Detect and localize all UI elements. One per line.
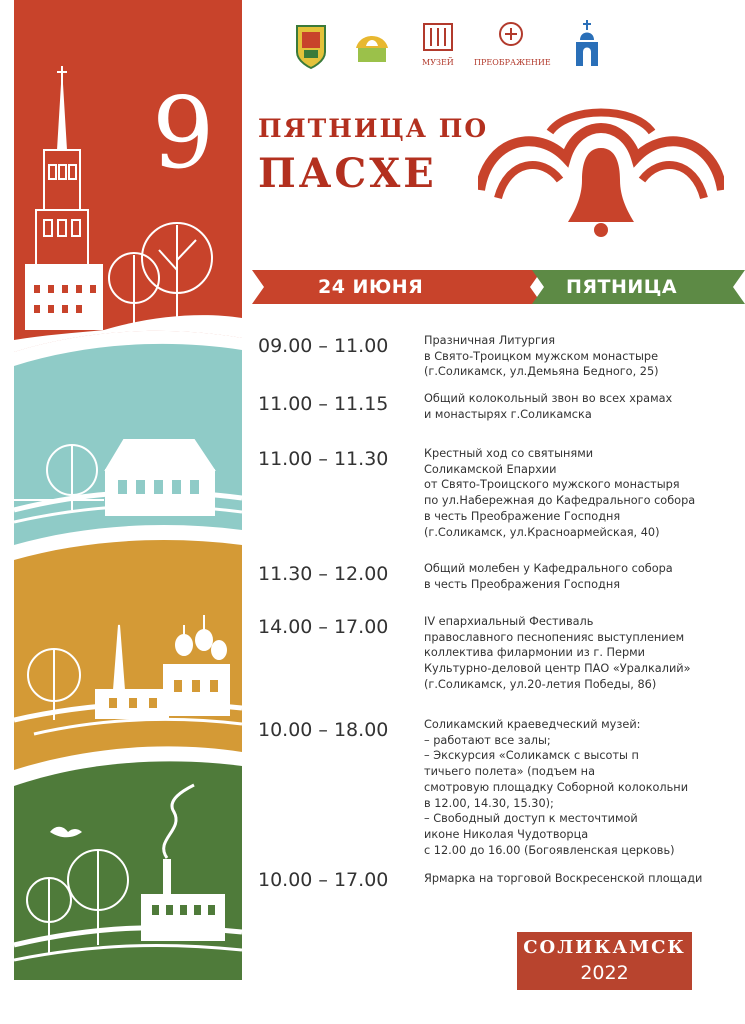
house-icon [106,440,214,515]
schedule-description-line: IV епархиальный Фестиваль [424,615,594,628]
schedule-time: 11.00 – 11.15 [258,393,389,415]
schedule-description-line: в честь Преображения Господня [424,577,621,591]
schedule-description-line: и монастырях г.Соликамска [424,407,592,421]
schedule-description-line: в Свято-Троицком мужском монастыре [424,349,659,363]
preobrazhenie-logo-icon [474,18,551,72]
schedule-description-line: Соликамской Епархии [424,462,557,476]
bell-with-arches-icon [478,98,724,244]
schedule-description-line: смотровую площадку Соборной колокольни [424,780,689,794]
schedule-description-line: по ул.Набережная до Кафедрального собора [424,494,696,508]
schedule-time: 09.00 – 11.00 [258,335,389,357]
schedule-description-line: с 12.00 до 16.00 (Богоявленская церковь) [424,843,675,857]
page-title-line2: ПАСХЕ [258,150,437,197]
schedule-description [424,561,673,592]
schedule-description-line: (г.Соликамск, ул.Демьяна Бедного, 25) [424,365,659,379]
schedule-description [424,391,672,422]
schedule-description-line: Общий молебен у Кафедрального собора [424,562,673,575]
ochre-panel [14,540,242,770]
schedule-description [424,717,688,858]
schedule-description [424,333,659,380]
schedule-description-line: в 12.00, 14.30, 15.30); [424,796,554,810]
schedule-description [424,446,695,540]
schedule-time: 11.00 – 11.30 [258,448,389,470]
banner-date: 24 ИЮНЯ [318,276,424,298]
museum-logo-icon [418,18,458,72]
schedule-description-line: православного песнопенияс выступлением [424,630,685,644]
schedule-description-line: – Экскурсия «Соликамск с высоты п [424,749,639,763]
schedule-description-line: – Свободный доступ к месточтимой [424,812,638,826]
church-emblem-icon [572,18,602,72]
schedule-description [424,871,702,887]
footer-year: 2022 [580,962,629,984]
schedule-description-line: (г.Соликамск, ул.Краснoармейская, 40) [424,525,660,539]
footer-badge [517,932,692,990]
city-coat-of-arms-icon [294,18,328,72]
schedule-description-line: (г.Соликамск, ул.20-летия Победы, 86) [424,677,657,691]
schedule-description-line: от Свято-Троицского мужского монастыря [424,478,680,492]
schedule-description-line: Культурно-деловой центр ПАО «Уралкалий» [424,662,691,676]
cathedral-dome-logo-icon [352,18,392,72]
schedule-description-line: Крестный ход со святынями [424,447,594,460]
museum-logo-caption: МУЗЕЙ [422,58,454,67]
partner-logos [290,18,620,72]
preobrazhenie-logo-caption: ПРЕОБРАЖЕНИЕ [474,58,551,67]
banner-weekday: ПЯТНИЦА [566,276,678,298]
page-title-line1: ПЯТНИЦА ПО [258,114,489,143]
schedule-description-line: Празничная Литургия [424,334,556,347]
schedule-time: 11.30 – 12.00 [258,563,389,585]
schedule-description-line: Ярмарка на торговой Воскресенской площади [424,872,703,885]
schedule-description-line: коллектива филармонии из г. Перми [424,646,645,660]
schedule-description-line: Общий колокольный звон во всех храмах [424,392,673,405]
day-number: 9 [152,77,215,191]
schedule-time: 10.00 – 18.00 [258,719,389,741]
schedule-description-line: Соликамский краеведческий музей: [424,718,641,731]
schedule-time: 14.00 – 17.00 [258,616,389,638]
schedule-description-line: в честь Преображение Господня [424,509,621,523]
footer-city: СОЛИКАМСК [523,937,686,958]
schedule-description-line: иконе Николая Чудотворца [424,827,589,841]
schedule-description [424,614,691,693]
schedule-time: 10.00 – 17.00 [258,869,389,891]
schedule-description-line: тичьего полета» (подъем на [424,765,595,779]
schedule-description-line: – работают все залы; [424,733,551,747]
